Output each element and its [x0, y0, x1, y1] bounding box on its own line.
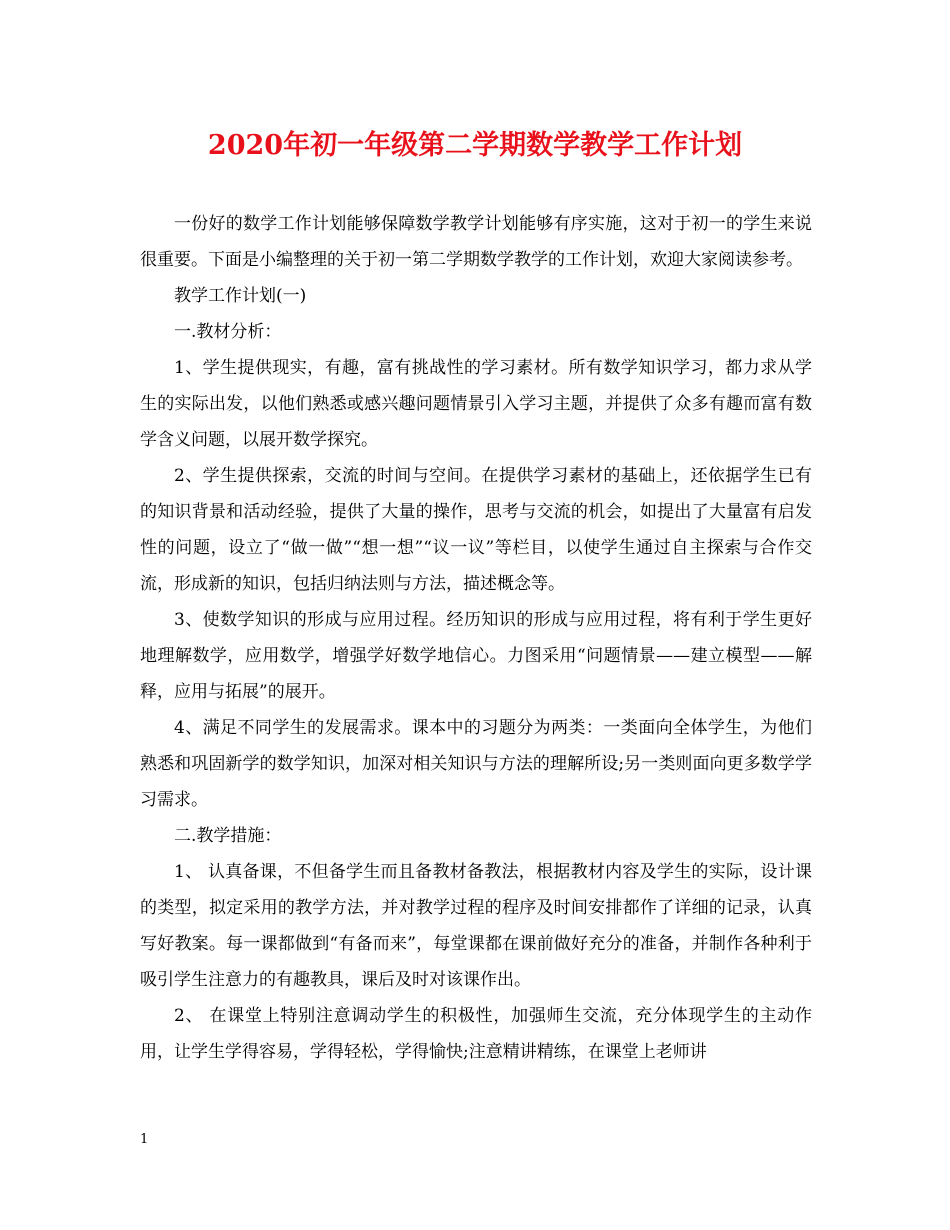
page-number: 1	[140, 1132, 149, 1147]
section-heading-teaching-measures: 二.教学措施：	[174, 826, 282, 846]
paragraph-measure-2: 2、 在课堂上特别注意调动学生的积极性，加强师生交流，充分体现学生的主动作用，让学生学得容易，学得轻松，学得愉快;注意精讲精练，在课堂上老师讲	[140, 1006, 812, 1062]
paragraph-material-2: 2、学生提供探索，交流的时间与空间。在提供学习素材的基础上，还依据学生已有的知识背景和活动经验，提供了大量的操作，思考与交流的机会，如提出了大量富有启发性的问题，设立了“做一做”“想一想”“议一议”等栏目，以使学生通过自主探索与合作交流，形成新的知识，包括归纳法则与方法，描述概念等。	[140, 466, 812, 594]
paragraph-material-1: 1、学生提供现实，有趣，富有挑战性的学习素材。所有数学知识学习，都力求从学生的实际出发，以他们熟悉或感兴趣问题情景引入学习主题，并提供了众多有趣而富有数学含义问题，以展开数学探究。	[140, 358, 812, 450]
document-title: 2020年初一年级第二学期数学教学工作计划	[207, 130, 743, 161]
document-body	[140, 206, 812, 1070]
paragraph-intro: 一份好的数学工作计划能够保障数学教学计划能够有序实施，这对于初一的学生来说很重要。下面是小编整理的关于初一第二学期数学教学的工作计划，欢迎大家阅读参考。	[140, 214, 812, 270]
section-heading-material-analysis: 一.教材分析：	[174, 322, 282, 342]
paragraph-measure-1: 1、 认真备课，不但备学生而且备教材备教法，根据教材内容及学生的实际，设计课的类型，拟定采用的教学方法，并对教学过程的程序及时间安排都作了详细的记录，认真写好教案。每一课都做到“有备而来”，每堂课都在课前做好充分的准备，并制作各种利于吸引学生注意力的有趣教具，课后及时对该课作出。	[140, 862, 812, 990]
paragraph-material-3: 3、使数学知识的形成与应用过程。经历知识的形成与应用过程，将有利于学生更好地理解数学，应用数学，增强学好数学地信心。力图采用“问题情景——建立模型——解释，应用与拓展”的展开。	[140, 610, 812, 702]
paragraph-material-4: 4、满足不同学生的发展需求。课本中的习题分为两类：一类面向全体学生，为他们熟悉和巩固新学的数学知识，加深对相关知识与方法的理解所设;另一类则面向更多数学学习需求。	[140, 718, 812, 810]
section-heading-plan-one: 教学工作计划(一)	[174, 286, 307, 306]
